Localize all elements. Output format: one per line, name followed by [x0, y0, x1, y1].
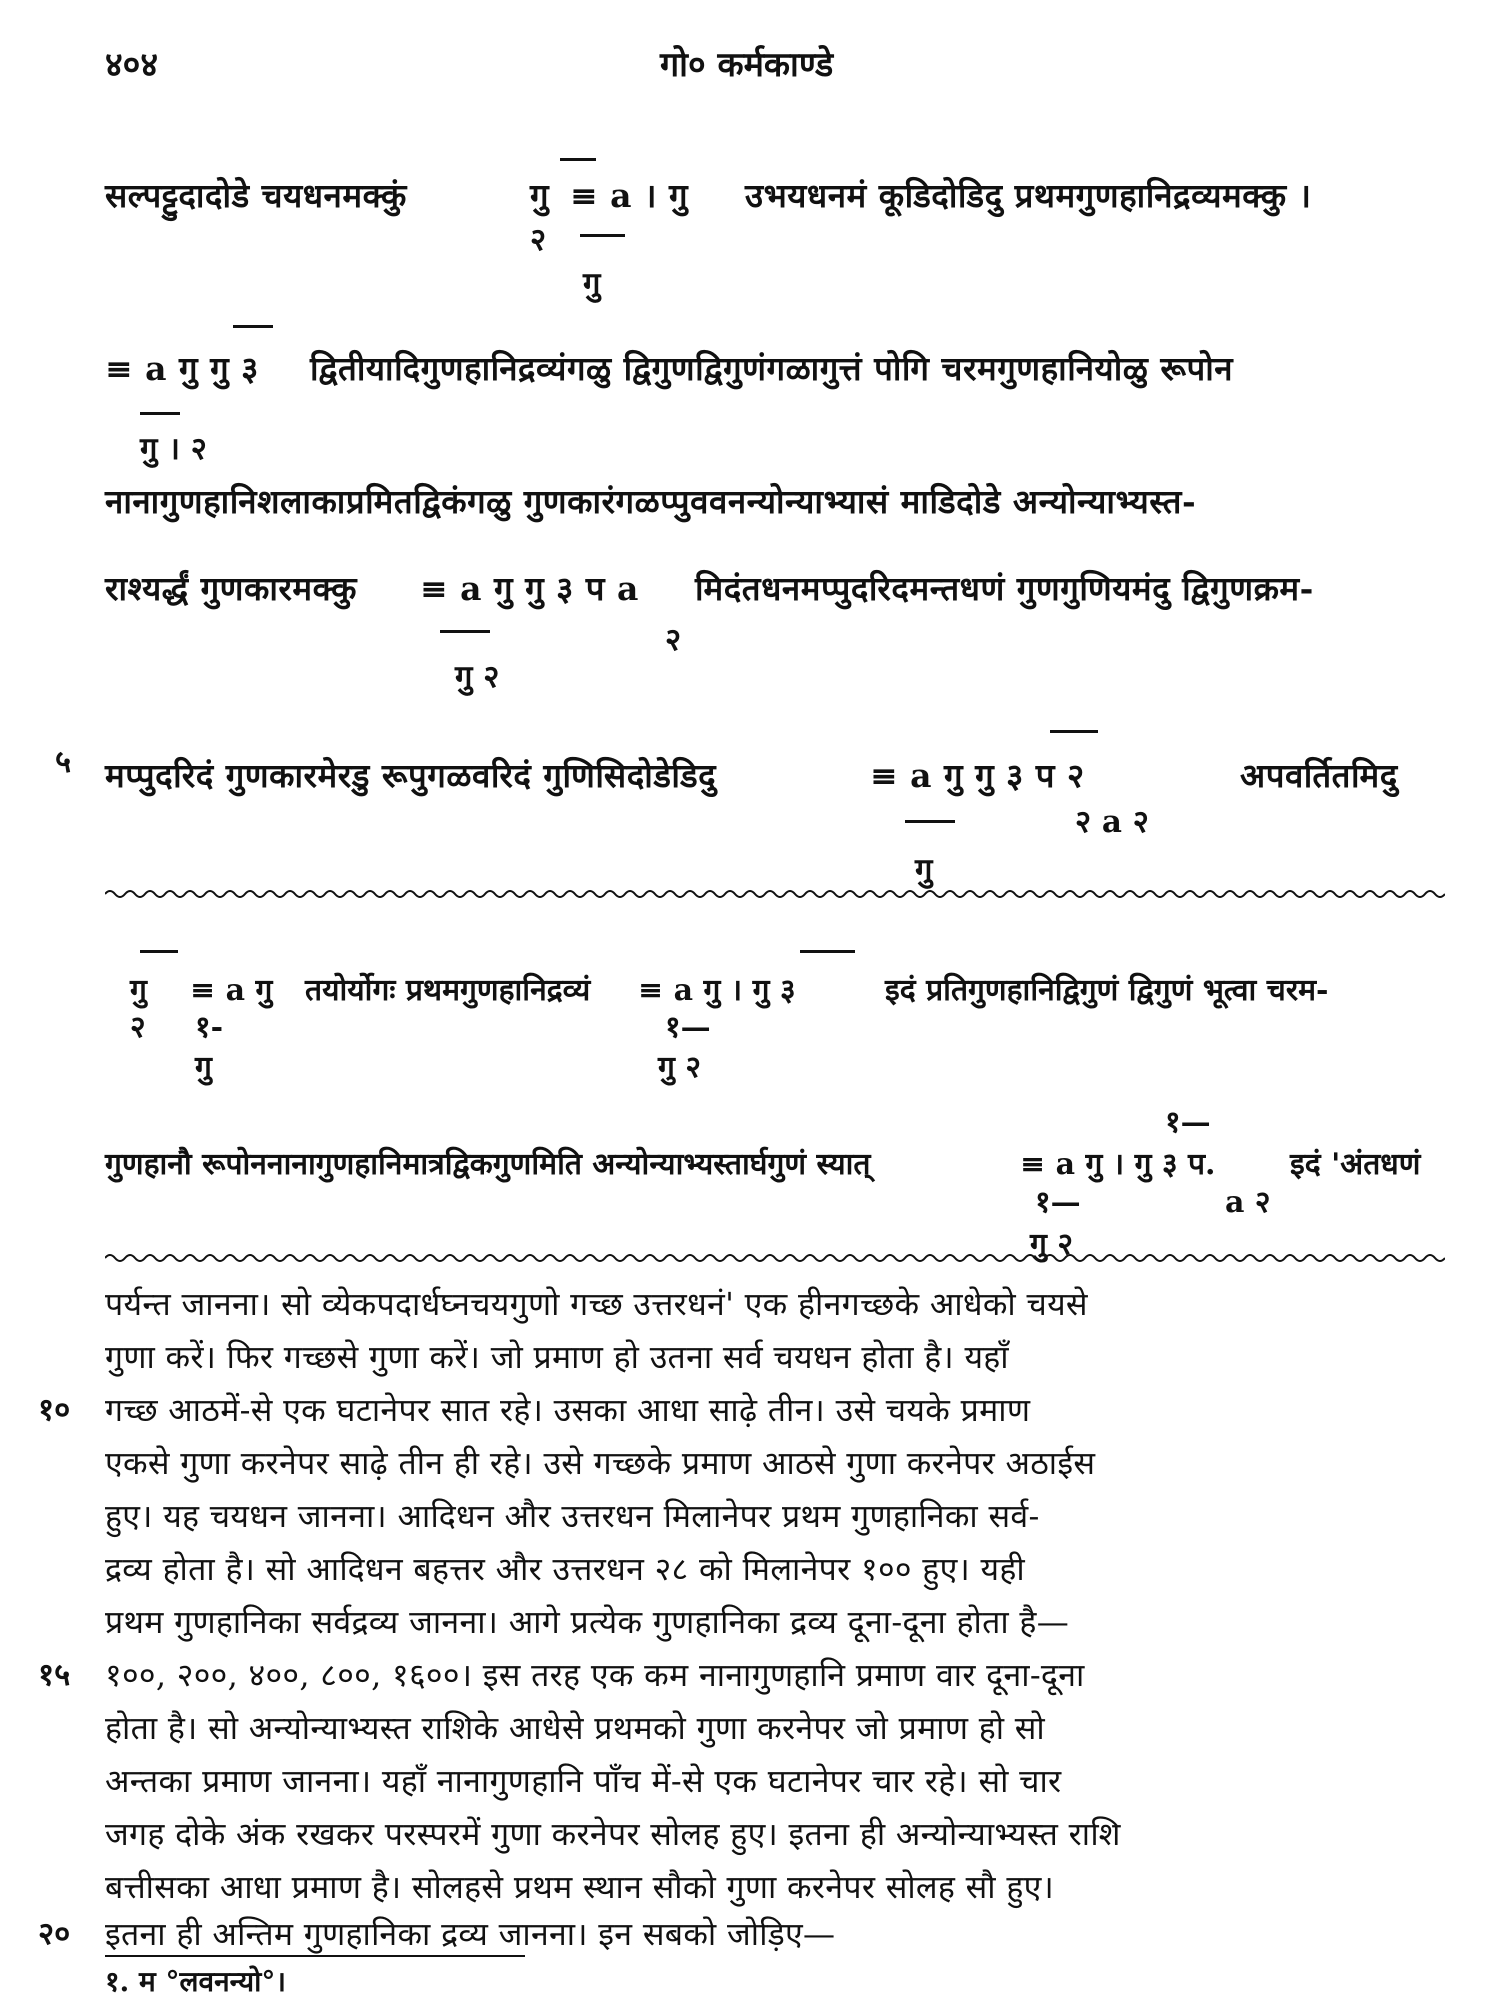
footnote-rule — [105, 1955, 525, 1957]
fraction-denominator: गु २ — [658, 1050, 701, 1085]
overbar — [580, 234, 625, 237]
fraction-numerator: गु — [130, 973, 147, 1008]
fraction-denominator: १- — [195, 1010, 224, 1045]
fraction-denominator: गु — [583, 266, 601, 302]
running-title: गो० कर्मकाण्डे — [660, 45, 834, 85]
kannada-line-5-tail: अपवर्तितमिदु — [1240, 756, 1398, 795]
formula-sub: २ a २ — [1075, 804, 1149, 840]
fraction-numerator: गु — [530, 176, 550, 215]
overbar — [140, 412, 180, 415]
wavy-divider — [105, 888, 1445, 900]
hindi-line: इतना ही अन्तिम गुणहानिका द्रव्य जानना। इन सबको जोड़िए— — [105, 1915, 836, 1953]
kannada-line-4: राश्यर्द्धं गुणकारमक्कु — [105, 569, 357, 608]
kannada-line-4-tail: मिदंतधनमप्पुदरिदमन्तधणं गुणगुणियमंदु द्विगुणक्रम- — [695, 569, 1314, 608]
formula-sub: २ — [665, 622, 682, 658]
line-number: १५ — [38, 1657, 71, 1693]
hindi-line: जगह दोके अंक रखकर परस्परमें गुणा करनेपर सोलह हुए। इतना ही अन्योन्याभ्यस्त राशि — [105, 1815, 1121, 1853]
fraction-denominator: १— — [665, 1010, 711, 1045]
line-number: ५ — [55, 744, 72, 780]
sanskrit-line-1: तयोर्योगः प्रथमगुणहानिद्रव्यं — [305, 973, 591, 1008]
kannada-line-3: नानागुणहानिशलाकाप्रमितद्विकंगळु गुणकारंगळप्पुववनन्योन्याभ्यासं माडिदोडे अन्योन्याभ्यस्त- — [105, 482, 1197, 521]
fraction-denominator: २ — [130, 1010, 146, 1045]
sanskrit-line-2: गुणहानौ रूपोननानागुणहानिमात्रद्विकगुणमिति अन्योन्याभ्यस्तार्घगुणं स्यात् — [105, 1147, 871, 1182]
formula-sub: गु २ — [455, 659, 500, 695]
hindi-line: बत्तीसका आधा प्रमाण है। सोलहसे प्रथम स्थान सौको गुणा करनेपर सोलह सौ हुए। — [105, 1868, 1055, 1906]
fraction-denominator: २ — [530, 222, 547, 258]
hindi-line: १००, २००, ४००, ८००, १६००। इस तरह एक कम नानागुणहानि प्रमाण वार दूना-दूना — [105, 1656, 1085, 1694]
kannada-line-2: द्वितीयादिगुणहानिद्रव्यंगळु द्विगुणद्विगुणंगळागुत्तं पोगि चरमगुणहानियोळु रूपोन — [310, 349, 1234, 388]
hindi-line: गुणा करें। फिर गच्छसे गुणा करें। जो प्रमाण हो उतना सर्व चयधन होता है। यहाँ — [105, 1338, 1009, 1376]
overbar — [905, 820, 955, 823]
fraction-denominator: गु २ — [1030, 1227, 1073, 1262]
overbar — [1050, 730, 1098, 733]
hindi-line: पर्यन्त जानना। सो व्येकपदार्धघ्नचयगुणो गच्छ उत्तरधनं' एक हीनगच्छके आधेको चयसे — [105, 1285, 1088, 1323]
hindi-line: हुए। यह चयधन जानना। आदिधन और उत्तरधन मिलानेपर प्रथम गुणहानिका सर्व- — [105, 1497, 1040, 1535]
overbar — [560, 158, 596, 161]
sanskrit-line-1-tail: इदं प्रतिगुणहानिद्विगुणं द्विगुणं भूत्वा चरम- — [885, 973, 1329, 1008]
kannada-line-5: मप्पुदरिदं गुणकारमेरडु रूपुगळवरिदं गुणिसिदोडेडिदु — [105, 756, 717, 795]
sanskrit-line-2-tail: इदं 'अंतधणं — [1290, 1147, 1421, 1182]
fraction-denominator: १— — [1035, 1185, 1081, 1220]
formula: ≡ a गु — [190, 973, 273, 1008]
formula-superscript: १— — [1165, 1105, 1211, 1140]
hindi-line: गच्छ आठमें-से एक घटानेपर सात रहे। उसका आधा साढ़े तीन। उसे चयके प्रमाण — [105, 1391, 1031, 1429]
formula: ≡ a गु । गु ३ प. — [1020, 1147, 1216, 1182]
formula: ≡ a गु गु ३ प २ — [870, 756, 1085, 795]
formula: ≡ a गु । गु ३ — [638, 973, 796, 1008]
line-number: २० — [38, 1916, 71, 1952]
kannada-line-1: सल्पट्टुदादोडे चयधनमक्कुं — [105, 176, 407, 215]
page-number: ४०४ — [105, 45, 159, 85]
overbar — [233, 325, 273, 328]
overbar — [140, 950, 178, 953]
fraction-denominator: a २ — [1225, 1185, 1271, 1220]
formula: ≡ a गु गु ३ — [105, 349, 259, 388]
line-number: १० — [38, 1392, 71, 1428]
kannada-line-1-tail: उभयधनमं कूडिदोडिदु प्रथमगुणहानिद्रव्यमक्कु । — [745, 176, 1312, 215]
formula-sub: गु । २ — [140, 431, 207, 467]
formula: ≡ a गु गु ३ प a — [420, 569, 639, 608]
fraction-denominator: गु — [915, 852, 933, 888]
fraction-denominator: गु — [195, 1050, 212, 1085]
formula: ≡ a । गु — [570, 176, 689, 215]
hindi-line: एकसे गुणा करनेपर साढ़े तीन ही रहे। उसे गच्छके प्रमाण आठसे गुणा करनेपर अठाईस — [105, 1444, 1096, 1482]
overbar — [800, 950, 855, 953]
footnote: १. म °लवनन्यो°। — [105, 1965, 287, 1998]
hindi-line: होता है। सो अन्योन्याभ्यस्त राशिके आधेसे प्रथमको गुणा करनेपर जो प्रमाण हो सो — [105, 1709, 1045, 1747]
hindi-line: अन्तका प्रमाण जानना। यहाँ नानागुणहानि पाँच में-से एक घटानेपर चार रहे। सो चार — [105, 1762, 1062, 1800]
overbar — [440, 630, 490, 633]
hindi-line: प्रथम गुणहानिका सर्वद्रव्य जानना। आगे प्रत्येक गुणहानिका द्रव्य दूना-दूना होता है— — [105, 1603, 1070, 1641]
hindi-line: द्रव्य होता है। सो आदिधन बहत्तर और उत्तरधन २८ को मिलानेपर १०० हुए। यही — [105, 1550, 1025, 1588]
wavy-divider — [105, 1252, 1445, 1264]
